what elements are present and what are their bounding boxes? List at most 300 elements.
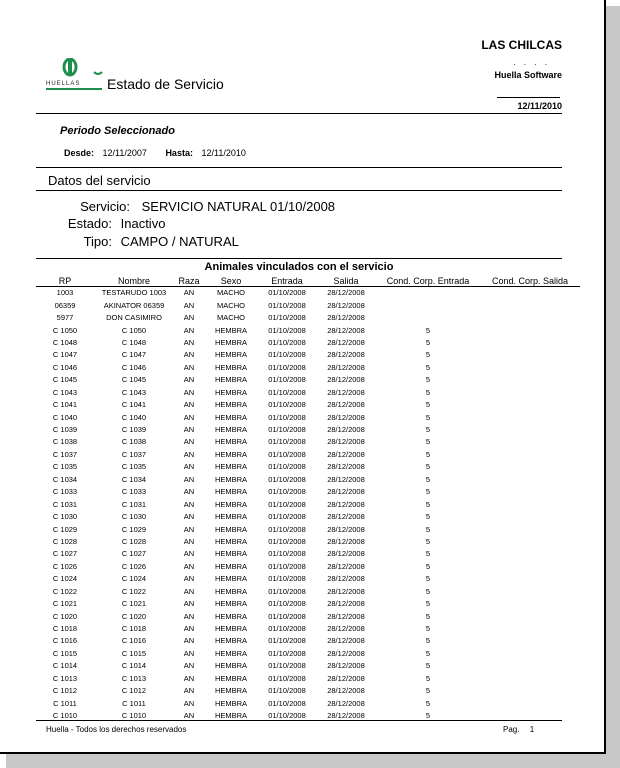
table-cell: AN bbox=[183, 512, 195, 522]
table-cell: 01/10/2008 bbox=[268, 337, 306, 347]
table-cell bbox=[480, 474, 580, 486]
table-cell bbox=[480, 436, 580, 448]
table-cell bbox=[480, 349, 580, 361]
page-shadow-bottom bbox=[6, 754, 620, 768]
table-cell: 01/10/2008 bbox=[268, 474, 306, 484]
table-cell: 01/10/2008 bbox=[268, 487, 306, 497]
table-cell: C 1030 bbox=[121, 512, 147, 522]
table-cell: 28/12/2008 bbox=[327, 561, 365, 571]
table-cell: 5 bbox=[425, 350, 431, 360]
table-cell: 5 bbox=[425, 586, 431, 596]
table-cell: HEMBRA bbox=[214, 673, 248, 683]
table-cell: AN bbox=[183, 661, 195, 671]
estado-label: Estado: bbox=[67, 216, 112, 231]
table-cell: C 1034 bbox=[52, 474, 78, 484]
table-cell: 01/10/2008 bbox=[268, 387, 306, 397]
report-title: Estado de Servicio bbox=[107, 76, 224, 92]
table-cell bbox=[480, 648, 580, 660]
from-label: Desde: bbox=[64, 148, 95, 158]
table-cell: 01/10/2008 bbox=[268, 375, 306, 385]
table-cell: C 1033 bbox=[121, 487, 147, 497]
table-row bbox=[36, 573, 580, 585]
table-cell: 28/12/2008 bbox=[327, 400, 365, 410]
animals-table bbox=[36, 275, 580, 722]
table-cell: HEMBRA bbox=[214, 686, 248, 696]
footer-copyright: Huella - Todos los derechos reservados bbox=[46, 725, 187, 734]
table-cell: 5 bbox=[425, 437, 431, 447]
table-cell: C 1048 bbox=[52, 337, 78, 347]
table-cell: C 1035 bbox=[121, 462, 147, 472]
table-cell: C 1013 bbox=[121, 673, 147, 683]
table-cell: 01/10/2008 bbox=[268, 300, 306, 310]
table-cell: AN bbox=[183, 549, 195, 559]
page-indicator bbox=[503, 725, 534, 734]
table-cell: C 1040 bbox=[121, 412, 147, 422]
table-cell: 28/12/2008 bbox=[327, 288, 365, 298]
table-cell: 28/12/2008 bbox=[327, 412, 365, 422]
table-cell: AN bbox=[183, 412, 195, 422]
table-row bbox=[36, 511, 580, 523]
table-cell: 01/10/2008 bbox=[268, 648, 306, 658]
table-cell: C 1034 bbox=[121, 474, 147, 484]
table-cell: 01/10/2008 bbox=[268, 362, 306, 372]
table-cell: 28/12/2008 bbox=[327, 661, 365, 671]
table-cell: 28/12/2008 bbox=[327, 636, 365, 646]
logo-mark bbox=[46, 58, 108, 80]
table-cell: 5 bbox=[425, 412, 431, 422]
table-cell bbox=[480, 586, 580, 598]
table-cell: AN bbox=[183, 288, 195, 298]
table-cell: C 1040 bbox=[52, 412, 78, 422]
table-cell: 28/12/2008 bbox=[327, 462, 365, 472]
table-cell: 5 bbox=[425, 686, 431, 696]
table-cell: C 1039 bbox=[52, 425, 78, 435]
table-cell: DON CASIMIRO bbox=[106, 313, 162, 323]
column-header: Salida bbox=[316, 275, 376, 287]
table-cell: 28/12/2008 bbox=[327, 313, 365, 323]
table-cell: 28/12/2008 bbox=[327, 487, 365, 497]
table-cell: TESTARUDO 1003 bbox=[101, 288, 167, 298]
table-cell: 5 bbox=[425, 462, 431, 472]
table-cell: C 1039 bbox=[121, 425, 147, 435]
table-cell bbox=[480, 673, 580, 685]
table-cell bbox=[480, 548, 580, 560]
table-cell: 28/12/2008 bbox=[327, 711, 365, 721]
table-cell: HEMBRA bbox=[214, 325, 248, 335]
table-cell: 5 bbox=[425, 337, 431, 347]
table-cell: C 1010 bbox=[52, 711, 78, 721]
header-divider bbox=[36, 113, 562, 114]
table-cell: AN bbox=[183, 698, 195, 708]
table-cell: 5 bbox=[425, 574, 431, 584]
table-row bbox=[36, 312, 580, 324]
table-cell: 5 bbox=[425, 673, 431, 683]
logo-underline bbox=[46, 88, 102, 90]
table-cell: AN bbox=[183, 387, 195, 397]
table-cell bbox=[480, 536, 580, 548]
table-cell: C 1038 bbox=[52, 437, 78, 447]
table-cell: C 1015 bbox=[121, 648, 147, 658]
table-cell: HEMBRA bbox=[214, 586, 248, 596]
column-header: Raza bbox=[174, 275, 204, 287]
table-cell bbox=[480, 486, 580, 498]
table-row bbox=[36, 635, 580, 647]
table-cell: AN bbox=[183, 400, 195, 410]
table-cell: AN bbox=[183, 313, 195, 323]
table-cell: HEMBRA bbox=[214, 524, 248, 534]
table-cell: C 1027 bbox=[52, 549, 78, 559]
table-cell: C 1014 bbox=[52, 661, 78, 671]
table-row bbox=[36, 449, 580, 461]
table-cell: AN bbox=[183, 611, 195, 621]
table-cell: 01/10/2008 bbox=[268, 636, 306, 646]
table-cell: 5 bbox=[425, 487, 431, 497]
table-cell: 28/12/2008 bbox=[327, 611, 365, 621]
table-cell: 01/10/2008 bbox=[268, 400, 306, 410]
estado-value: Inactivo bbox=[120, 216, 166, 231]
table-cell: HEMBRA bbox=[214, 549, 248, 559]
table-top-divider bbox=[36, 258, 562, 259]
table-cell: AN bbox=[183, 462, 195, 472]
table-cell: 01/10/2008 bbox=[268, 524, 306, 534]
table-cell: 01/10/2008 bbox=[268, 673, 306, 683]
section-title: Datos del servicio bbox=[48, 173, 151, 188]
page-label: Pag. bbox=[503, 725, 520, 734]
table-cell bbox=[480, 374, 580, 386]
table-cell: 5 bbox=[425, 400, 431, 410]
table-cell: 01/10/2008 bbox=[268, 437, 306, 447]
table-cell: C 1011 bbox=[122, 698, 146, 708]
table-cell: 01/10/2008 bbox=[268, 661, 306, 671]
table-cell: HEMBRA bbox=[214, 425, 248, 435]
table-row bbox=[36, 362, 580, 374]
table-cell: HEMBRA bbox=[214, 412, 248, 422]
table-cell: AN bbox=[183, 362, 195, 372]
table-cell: C 1043 bbox=[52, 387, 78, 397]
table-cell: C 1035 bbox=[52, 462, 78, 472]
table-row bbox=[36, 387, 580, 399]
table-cell bbox=[480, 523, 580, 535]
table-cell: 5 bbox=[425, 636, 431, 646]
table-row bbox=[36, 337, 580, 349]
table-cell: AN bbox=[183, 636, 195, 646]
table-row bbox=[36, 598, 580, 610]
table-cell: C 1012 bbox=[121, 686, 147, 696]
table-cell: HEMBRA bbox=[214, 698, 248, 708]
table-row bbox=[36, 349, 580, 361]
table-row bbox=[36, 399, 580, 411]
table-cell: HEMBRA bbox=[214, 499, 248, 509]
period-range bbox=[64, 148, 246, 158]
table-row bbox=[36, 673, 580, 685]
table-cell: 01/10/2008 bbox=[268, 425, 306, 435]
table-cell: C 1047 bbox=[121, 350, 147, 360]
date-rule bbox=[497, 97, 560, 98]
table-cell: HEMBRA bbox=[214, 400, 248, 410]
table-cell: 5 bbox=[425, 698, 431, 708]
to-value: 12/11/2010 bbox=[201, 148, 246, 158]
table-cell bbox=[376, 299, 480, 311]
table-cell: C 1021 bbox=[52, 599, 78, 609]
table-cell: 06359 bbox=[54, 300, 76, 310]
table-cell: C 1030 bbox=[52, 512, 78, 522]
table-cell: C 1046 bbox=[52, 362, 78, 372]
table-cell: 01/10/2008 bbox=[268, 288, 306, 298]
table-cell: C 1016 bbox=[52, 636, 78, 646]
table-cell: 28/12/2008 bbox=[327, 300, 365, 310]
table-cell: 5 bbox=[425, 425, 431, 435]
table-cell: 01/10/2008 bbox=[268, 586, 306, 596]
table-cell: C 1037 bbox=[121, 449, 147, 459]
table-cell: 5 bbox=[425, 375, 431, 385]
table-cell: 5 bbox=[425, 536, 431, 546]
table-cell: C 1020 bbox=[121, 611, 147, 621]
table-cell bbox=[480, 324, 580, 336]
table-cell: 28/12/2008 bbox=[327, 686, 365, 696]
table-cell: 28/12/2008 bbox=[327, 549, 365, 559]
table-row bbox=[36, 697, 580, 709]
table-cell: HEMBRA bbox=[214, 648, 248, 658]
table-cell: AN bbox=[183, 624, 195, 634]
table-cell: 01/10/2008 bbox=[268, 549, 306, 559]
table-cell: HEMBRA bbox=[214, 387, 248, 397]
table-cell: HEMBRA bbox=[214, 599, 248, 609]
table-cell: C 1013 bbox=[52, 673, 78, 683]
table-header-row bbox=[36, 275, 580, 287]
table-cell bbox=[480, 635, 580, 647]
table-cell: AN bbox=[183, 425, 195, 435]
table-cell: HEMBRA bbox=[214, 350, 248, 360]
from-value: 12/11/2007 bbox=[102, 148, 147, 158]
table-cell: C 1028 bbox=[121, 536, 147, 546]
table-cell: 28/12/2008 bbox=[327, 574, 365, 584]
table-cell: 01/10/2008 bbox=[268, 449, 306, 459]
table-cell: HEMBRA bbox=[214, 449, 248, 459]
table-cell: 5 bbox=[425, 474, 431, 484]
table-row bbox=[36, 474, 580, 486]
section-divider bbox=[36, 190, 562, 191]
table-cell: 01/10/2008 bbox=[268, 412, 306, 422]
table-cell: 28/12/2008 bbox=[327, 337, 365, 347]
table-cell: HEMBRA bbox=[214, 624, 248, 634]
table-cell: 01/10/2008 bbox=[268, 561, 306, 571]
tipo-value: CAMPO / NATURAL bbox=[120, 234, 239, 249]
table-row bbox=[36, 287, 580, 300]
table-cell bbox=[480, 660, 580, 672]
table-cell bbox=[480, 337, 580, 349]
table-cell: 28/12/2008 bbox=[327, 449, 365, 459]
table-cell: 28/12/2008 bbox=[327, 499, 365, 509]
table-cell: C 1038 bbox=[121, 437, 147, 447]
table-cell: HEMBRA bbox=[214, 574, 248, 584]
table-cell: C 1015 bbox=[52, 648, 78, 658]
table-row bbox=[36, 461, 580, 473]
table-cell: 5 bbox=[425, 624, 431, 634]
table-cell: 5 bbox=[425, 711, 431, 721]
table-cell: C 1026 bbox=[121, 561, 147, 571]
table-cell: AN bbox=[183, 686, 195, 696]
huellas-logo-icon bbox=[46, 58, 108, 94]
period-divider bbox=[36, 167, 562, 168]
table-cell: C 1048 bbox=[121, 337, 147, 347]
table-cell: 28/12/2008 bbox=[327, 362, 365, 372]
table-cell: HEMBRA bbox=[214, 711, 248, 721]
table-cell bbox=[480, 399, 580, 411]
table-cell: 5 bbox=[425, 524, 431, 534]
table-row bbox=[36, 610, 580, 622]
table-row bbox=[36, 498, 580, 510]
table-cell: 28/12/2008 bbox=[327, 512, 365, 522]
table-body bbox=[36, 287, 580, 723]
table-cell: 5 bbox=[425, 325, 431, 335]
print-date: 12/11/2010 bbox=[517, 101, 562, 111]
table-cell: 28/12/2008 bbox=[327, 624, 365, 634]
table-cell: C 1027 bbox=[121, 549, 147, 559]
table-row bbox=[36, 660, 580, 672]
period-title: Periodo Seleccionado bbox=[60, 125, 175, 137]
table-cell: 01/10/2008 bbox=[268, 325, 306, 335]
table-cell: C 1022 bbox=[52, 586, 78, 596]
table-cell: C 1033 bbox=[52, 487, 78, 497]
table-cell: AN bbox=[183, 325, 195, 335]
table-cell: HEMBRA bbox=[214, 636, 248, 646]
table-cell: MACHO bbox=[217, 313, 245, 323]
table-cell: 01/10/2008 bbox=[268, 624, 306, 634]
table-cell: AN bbox=[183, 648, 195, 658]
table-cell: AN bbox=[183, 673, 195, 683]
table-row bbox=[36, 374, 580, 386]
table-cell: AN bbox=[183, 524, 195, 534]
table-cell: 01/10/2008 bbox=[268, 574, 306, 584]
table-cell: AN bbox=[183, 300, 195, 310]
table-cell bbox=[480, 610, 580, 622]
table-cell: 01/10/2008 bbox=[268, 611, 306, 621]
table-cell bbox=[376, 312, 480, 324]
table-cell: 28/12/2008 bbox=[327, 387, 365, 397]
column-header: Sexo bbox=[204, 275, 258, 287]
table-cell: C 1050 bbox=[52, 325, 78, 335]
table-cell: AN bbox=[183, 499, 195, 509]
table-cell: HEMBRA bbox=[214, 561, 248, 571]
table-cell: AN bbox=[183, 487, 195, 497]
table-cell: C 1046 bbox=[121, 362, 147, 372]
table-cell bbox=[376, 287, 480, 300]
table-cell: 5 bbox=[425, 512, 431, 522]
table-row bbox=[36, 523, 580, 535]
table-cell: 28/12/2008 bbox=[327, 648, 365, 658]
table-cell: C 1031 bbox=[52, 499, 78, 509]
table-row bbox=[36, 685, 580, 697]
table-cell: C 1045 bbox=[52, 375, 78, 385]
table-cell: 28/12/2008 bbox=[327, 474, 365, 484]
table-cell: 01/10/2008 bbox=[268, 599, 306, 609]
table-cell: C 1041 bbox=[52, 400, 78, 410]
table-cell: 5 bbox=[425, 611, 431, 621]
table-cell bbox=[480, 697, 580, 709]
table-cell bbox=[480, 498, 580, 510]
table-cell: 28/12/2008 bbox=[327, 599, 365, 609]
column-header: Cond. Corp. Entrada bbox=[376, 275, 480, 287]
table-cell: 28/12/2008 bbox=[327, 350, 365, 360]
table-cell: 01/10/2008 bbox=[268, 536, 306, 546]
table-cell: 28/12/2008 bbox=[327, 425, 365, 435]
table-row bbox=[36, 411, 580, 423]
table-cell: HEMBRA bbox=[214, 474, 248, 484]
table-cell: C 1012 bbox=[52, 686, 78, 696]
table-cell bbox=[480, 411, 580, 423]
table-row bbox=[36, 648, 580, 660]
table-cell: C 1024 bbox=[52, 574, 78, 584]
estado-row bbox=[38, 216, 165, 231]
table-cell bbox=[480, 461, 580, 473]
table-cell: 1003 bbox=[56, 288, 74, 298]
servicio-label: Servicio: bbox=[80, 199, 130, 214]
table-cell: C 1010 bbox=[121, 711, 147, 721]
table-cell: 5 bbox=[425, 549, 431, 559]
table-cell: HEMBRA bbox=[214, 337, 248, 347]
table-cell: 01/10/2008 bbox=[268, 698, 306, 708]
table-cell: C 1029 bbox=[52, 524, 78, 534]
table-cell: 01/10/2008 bbox=[268, 462, 306, 472]
page-shadow-right bbox=[606, 6, 620, 768]
table-cell: C 1014 bbox=[121, 661, 147, 671]
table-cell: 28/12/2008 bbox=[327, 698, 365, 708]
column-header: Entrada bbox=[258, 275, 316, 287]
table-row bbox=[36, 486, 580, 498]
column-header: Nombre bbox=[94, 275, 174, 287]
table-cell: 5 bbox=[425, 449, 431, 459]
table-cell: 5 bbox=[425, 387, 431, 397]
table-cell: C 1021 bbox=[121, 599, 147, 609]
table-cell bbox=[480, 387, 580, 399]
table-cell: 28/12/2008 bbox=[327, 673, 365, 683]
table-cell: 5977 bbox=[56, 313, 74, 323]
table-cell: AN bbox=[183, 711, 195, 721]
table-cell: 28/12/2008 bbox=[327, 524, 365, 534]
table-cell: C 1018 bbox=[121, 624, 147, 634]
servicio-value: SERVICIO NATURAL 01/10/2008 bbox=[141, 199, 336, 214]
table-cell: 01/10/2008 bbox=[268, 686, 306, 696]
table-cell: C 1020 bbox=[52, 611, 78, 621]
table-cell: 5 bbox=[425, 648, 431, 658]
table-cell: HEMBRA bbox=[214, 661, 248, 671]
table-cell bbox=[480, 424, 580, 436]
table-cell: AKINATOR 06359 bbox=[103, 300, 165, 310]
table-cell: C 1022 bbox=[121, 586, 147, 596]
table-cell: HEMBRA bbox=[214, 487, 248, 497]
table-cell bbox=[480, 511, 580, 523]
table-cell: C 1024 bbox=[121, 574, 147, 584]
table-cell: 01/10/2008 bbox=[268, 350, 306, 360]
table-cell: 28/12/2008 bbox=[327, 375, 365, 385]
software-name: Huella Software bbox=[494, 70, 562, 80]
table-cell: 5 bbox=[425, 561, 431, 571]
table-cell: C 1029 bbox=[121, 524, 147, 534]
table-cell: HEMBRA bbox=[214, 536, 248, 546]
table-cell bbox=[480, 561, 580, 573]
table-cell: AN bbox=[183, 337, 195, 347]
table-cell: HEMBRA bbox=[214, 375, 248, 385]
table-cell: C 1050 bbox=[121, 325, 147, 335]
table-cell: HEMBRA bbox=[214, 437, 248, 447]
table-cell: 5 bbox=[425, 661, 431, 671]
table-row bbox=[36, 548, 580, 560]
table-cell: AN bbox=[183, 350, 195, 360]
column-header: Cond. Corp. Salida bbox=[480, 275, 580, 287]
table-row bbox=[36, 324, 580, 336]
table-cell: C 1028 bbox=[52, 536, 78, 546]
table-cell: C 1043 bbox=[121, 387, 147, 397]
